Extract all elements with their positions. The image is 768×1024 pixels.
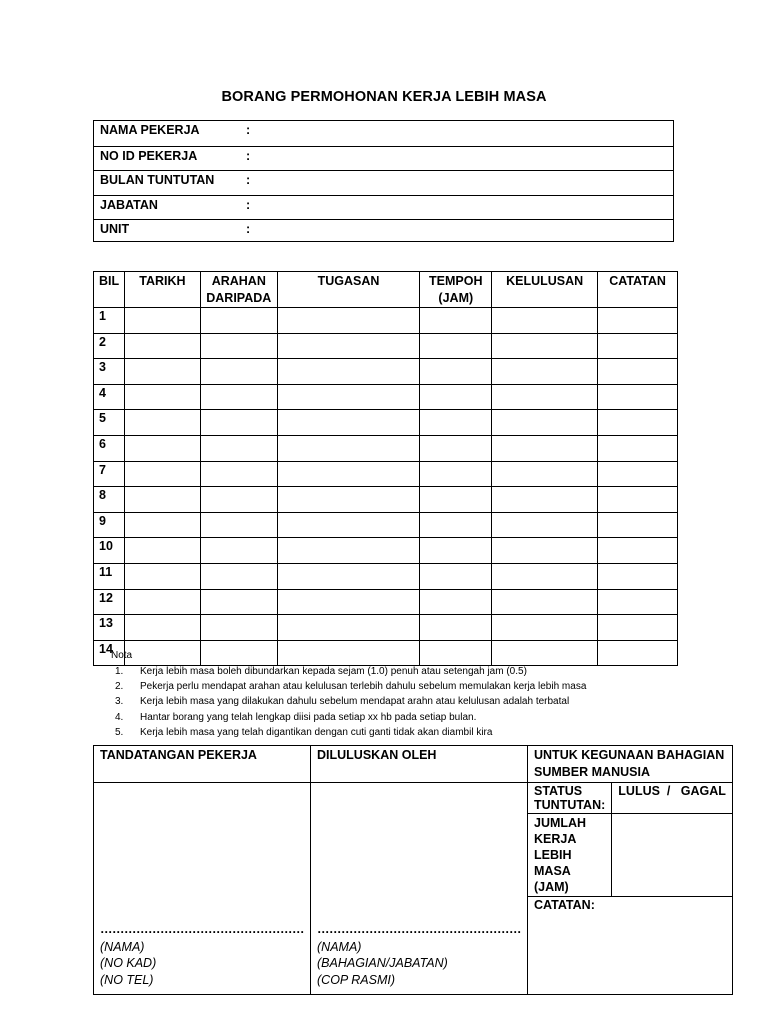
- table-cell: [124, 563, 200, 589]
- table-cell: [492, 435, 598, 461]
- info-row-jabatan: [94, 195, 673, 221]
- table-cell: [200, 512, 277, 538]
- overtime-table: [93, 271, 678, 666]
- list-item: 1. Kerja lebih masa boleh dibundarkan kepada sejam (1.0) penuh atau setengah jam (0.5): [115, 666, 527, 677]
- header-diluluskan: DILULUSKAN OLEH: [311, 746, 528, 783]
- table-cell: [598, 538, 678, 564]
- table-cell: [492, 384, 598, 410]
- table-cell: [200, 461, 277, 487]
- table-row: [94, 563, 678, 589]
- table-row: [94, 435, 678, 461]
- employee-signature-cell: …………………………………………… (NAMA) (NO KAD) (NO TEL): [94, 783, 311, 995]
- table-cell: [598, 308, 678, 334]
- table-row: [94, 308, 678, 334]
- table-cell: [200, 538, 277, 564]
- table-cell: [277, 589, 420, 615]
- row-number: 3: [94, 359, 125, 385]
- table-cell: [124, 615, 200, 641]
- row-number: 13: [94, 615, 125, 641]
- table-cell: [598, 384, 678, 410]
- header-kelulusan: KELULUSAN: [492, 272, 598, 308]
- table-cell: [200, 410, 277, 436]
- info-label: NO ID PEKERJA: [100, 148, 198, 163]
- table-cell: [200, 333, 277, 359]
- table-cell: [598, 640, 678, 666]
- table-cell: [200, 384, 277, 410]
- list-item: 5. Kerja lebih masa yang telah digantikan dengan cuti ganti tidak akan diambil kira: [115, 726, 493, 738]
- table-cell: [277, 461, 420, 487]
- info-label: BULAN TUNTUTAN: [100, 173, 215, 187]
- row-number: 9: [94, 512, 125, 538]
- table-cell: [598, 461, 678, 487]
- table-cell: [420, 563, 492, 589]
- table-row: [94, 615, 678, 641]
- catatan-label: CATATAN:: [528, 897, 733, 995]
- table-cell: [124, 359, 200, 385]
- header-arahan: ARAHAN DARIPADA: [200, 272, 277, 308]
- header-sumber-manusia: UNTUK KEGUNAAN BAHAGIAN SUMBER MANUSIA: [528, 746, 733, 783]
- info-label: NAMA PEKERJA: [100, 123, 200, 137]
- table-cell: [277, 563, 420, 589]
- row-number: 1: [94, 308, 125, 334]
- table-cell: [420, 384, 492, 410]
- list-item: 2. Pekerja perlu mendapat arahan atau kelulusan terlebih dahulu sebelum memulakan kerja lebih masa: [115, 681, 587, 693]
- row-number: 8: [94, 487, 125, 513]
- table-cell: [124, 589, 200, 615]
- table-cell: [277, 384, 420, 410]
- table-row: [94, 461, 678, 487]
- table-cell: [492, 487, 598, 513]
- table-cell: [492, 640, 598, 666]
- row-number: 6: [94, 435, 125, 461]
- table-row: [94, 359, 678, 385]
- table-cell: [598, 487, 678, 513]
- table-cell: [124, 308, 200, 334]
- table-cell: [200, 487, 277, 513]
- table-cell: [420, 308, 492, 334]
- signature-line: ……………………………………………: [100, 921, 304, 936]
- table-cell: [200, 589, 277, 615]
- table-cell: [277, 435, 420, 461]
- row-number: 14: [94, 640, 125, 666]
- table-row: [94, 589, 678, 615]
- table-cell: [200, 563, 277, 589]
- info-row-bulan: [94, 170, 673, 196]
- table-cell: [124, 461, 200, 487]
- table-cell: [124, 487, 200, 513]
- table-cell: [598, 589, 678, 615]
- table-cell: [598, 615, 678, 641]
- table-cell: [200, 640, 277, 666]
- table-cell: [420, 359, 492, 385]
- nota-label: Nota: [111, 650, 133, 661]
- row-number: 11: [94, 563, 125, 589]
- table-cell: [277, 512, 420, 538]
- list-item: 3. Kerja lebih masa yang dilakukan dahulu sebelum mendapat arahn atau kelulusan adalah terbatal: [115, 696, 570, 708]
- info-colon: :: [246, 173, 251, 187]
- row-number: 7: [94, 461, 125, 487]
- table-cell: [420, 589, 492, 615]
- table-cell: [420, 410, 492, 436]
- status-value: LULUS / GAGAL: [612, 783, 733, 814]
- table-row: [94, 384, 678, 410]
- row-number: 10: [94, 538, 125, 564]
- table-cell: [277, 308, 420, 334]
- table-cell: [492, 461, 598, 487]
- table-cell: [492, 589, 598, 615]
- status-label: STATUS TUNTUTAN:: [528, 783, 612, 814]
- info-row-nama: [94, 121, 673, 146]
- info-label: UNIT: [100, 222, 130, 236]
- table-cell: [124, 512, 200, 538]
- table-cell: [420, 615, 492, 641]
- table-cell: [277, 640, 420, 666]
- table-cell: [492, 615, 598, 641]
- table-row: [94, 410, 678, 436]
- table-cell: [277, 410, 420, 436]
- table-cell: [124, 333, 200, 359]
- table-cell: [200, 615, 277, 641]
- table-cell: [420, 538, 492, 564]
- signature-table: [93, 745, 733, 995]
- table-cell: [200, 308, 277, 334]
- table-cell: [124, 640, 200, 666]
- table-row: [94, 487, 678, 513]
- header-tugasan: TUGASAN: [277, 272, 420, 308]
- table-cell: [420, 640, 492, 666]
- table-cell: [200, 435, 277, 461]
- table-cell: [492, 308, 598, 334]
- header-catatan: CATATAN: [598, 272, 678, 308]
- table-cell: [200, 359, 277, 385]
- list-item: 4. Hantar borang yang telah lengkap diisi pada setiap xx hb pada setiap bulan.: [115, 711, 477, 723]
- info-label: JABATAN: [100, 197, 158, 212]
- info-row-unit: [94, 219, 673, 245]
- table-cell: [420, 512, 492, 538]
- table-row: [94, 640, 678, 666]
- table-cell: [598, 512, 678, 538]
- info-row-id: [94, 146, 673, 172]
- table-cell: [492, 410, 598, 436]
- notes-list: [115, 664, 586, 740]
- row-number: 4: [94, 384, 125, 410]
- header-tempoh: TEMPOH (JAM): [420, 272, 492, 308]
- table-cell: [598, 563, 678, 589]
- table-cell: [598, 359, 678, 385]
- page-title: BORANG PERMOHONAN KERJA LEBIH MASA: [221, 89, 547, 105]
- table-cell: [124, 384, 200, 410]
- row-number: 12: [94, 589, 125, 615]
- table-cell: [124, 435, 200, 461]
- table-cell: [420, 333, 492, 359]
- table-cell: [277, 538, 420, 564]
- row-number: 5: [94, 410, 125, 436]
- table-header-row: [94, 272, 678, 308]
- table-cell: [598, 435, 678, 461]
- table-cell: [492, 538, 598, 564]
- info-colon: :: [246, 123, 251, 137]
- approver-signature-cell: …………………………………………… (NAMA) (BAHAGIAN/JABATAN) (COP RASMI): [311, 783, 528, 995]
- info-colon: :: [246, 197, 251, 212]
- table-cell: [598, 333, 678, 359]
- table-cell: [124, 538, 200, 564]
- table-cell: [492, 333, 598, 359]
- employee-info-box: [93, 120, 674, 242]
- row-number: 2: [94, 333, 125, 359]
- table-cell: [277, 615, 420, 641]
- header-tandatangan: TANDATANGAN PEKERJA: [94, 746, 311, 783]
- jumlah-value: [612, 814, 733, 897]
- header-bil: BIL: [94, 272, 125, 308]
- table-row: [94, 333, 678, 359]
- jumlah-label: JUMLAH KERJA LEBIH MASA (JAM): [528, 814, 612, 897]
- table-cell: [492, 359, 598, 385]
- info-colon: :: [246, 222, 251, 236]
- signature-line: ……………………………………………: [317, 921, 521, 936]
- table-cell: [420, 435, 492, 461]
- header-tarikh: TARIKH: [124, 272, 200, 308]
- table-row: [94, 538, 678, 564]
- table-cell: [277, 333, 420, 359]
- table-row: [94, 512, 678, 538]
- table-cell: [277, 487, 420, 513]
- table-cell: [598, 410, 678, 436]
- table-cell: [492, 512, 598, 538]
- table-cell: [420, 487, 492, 513]
- table-cell: [492, 563, 598, 589]
- table-cell: [277, 359, 420, 385]
- table-cell: [420, 461, 492, 487]
- info-colon: :: [246, 148, 251, 163]
- table-cell: [124, 410, 200, 436]
